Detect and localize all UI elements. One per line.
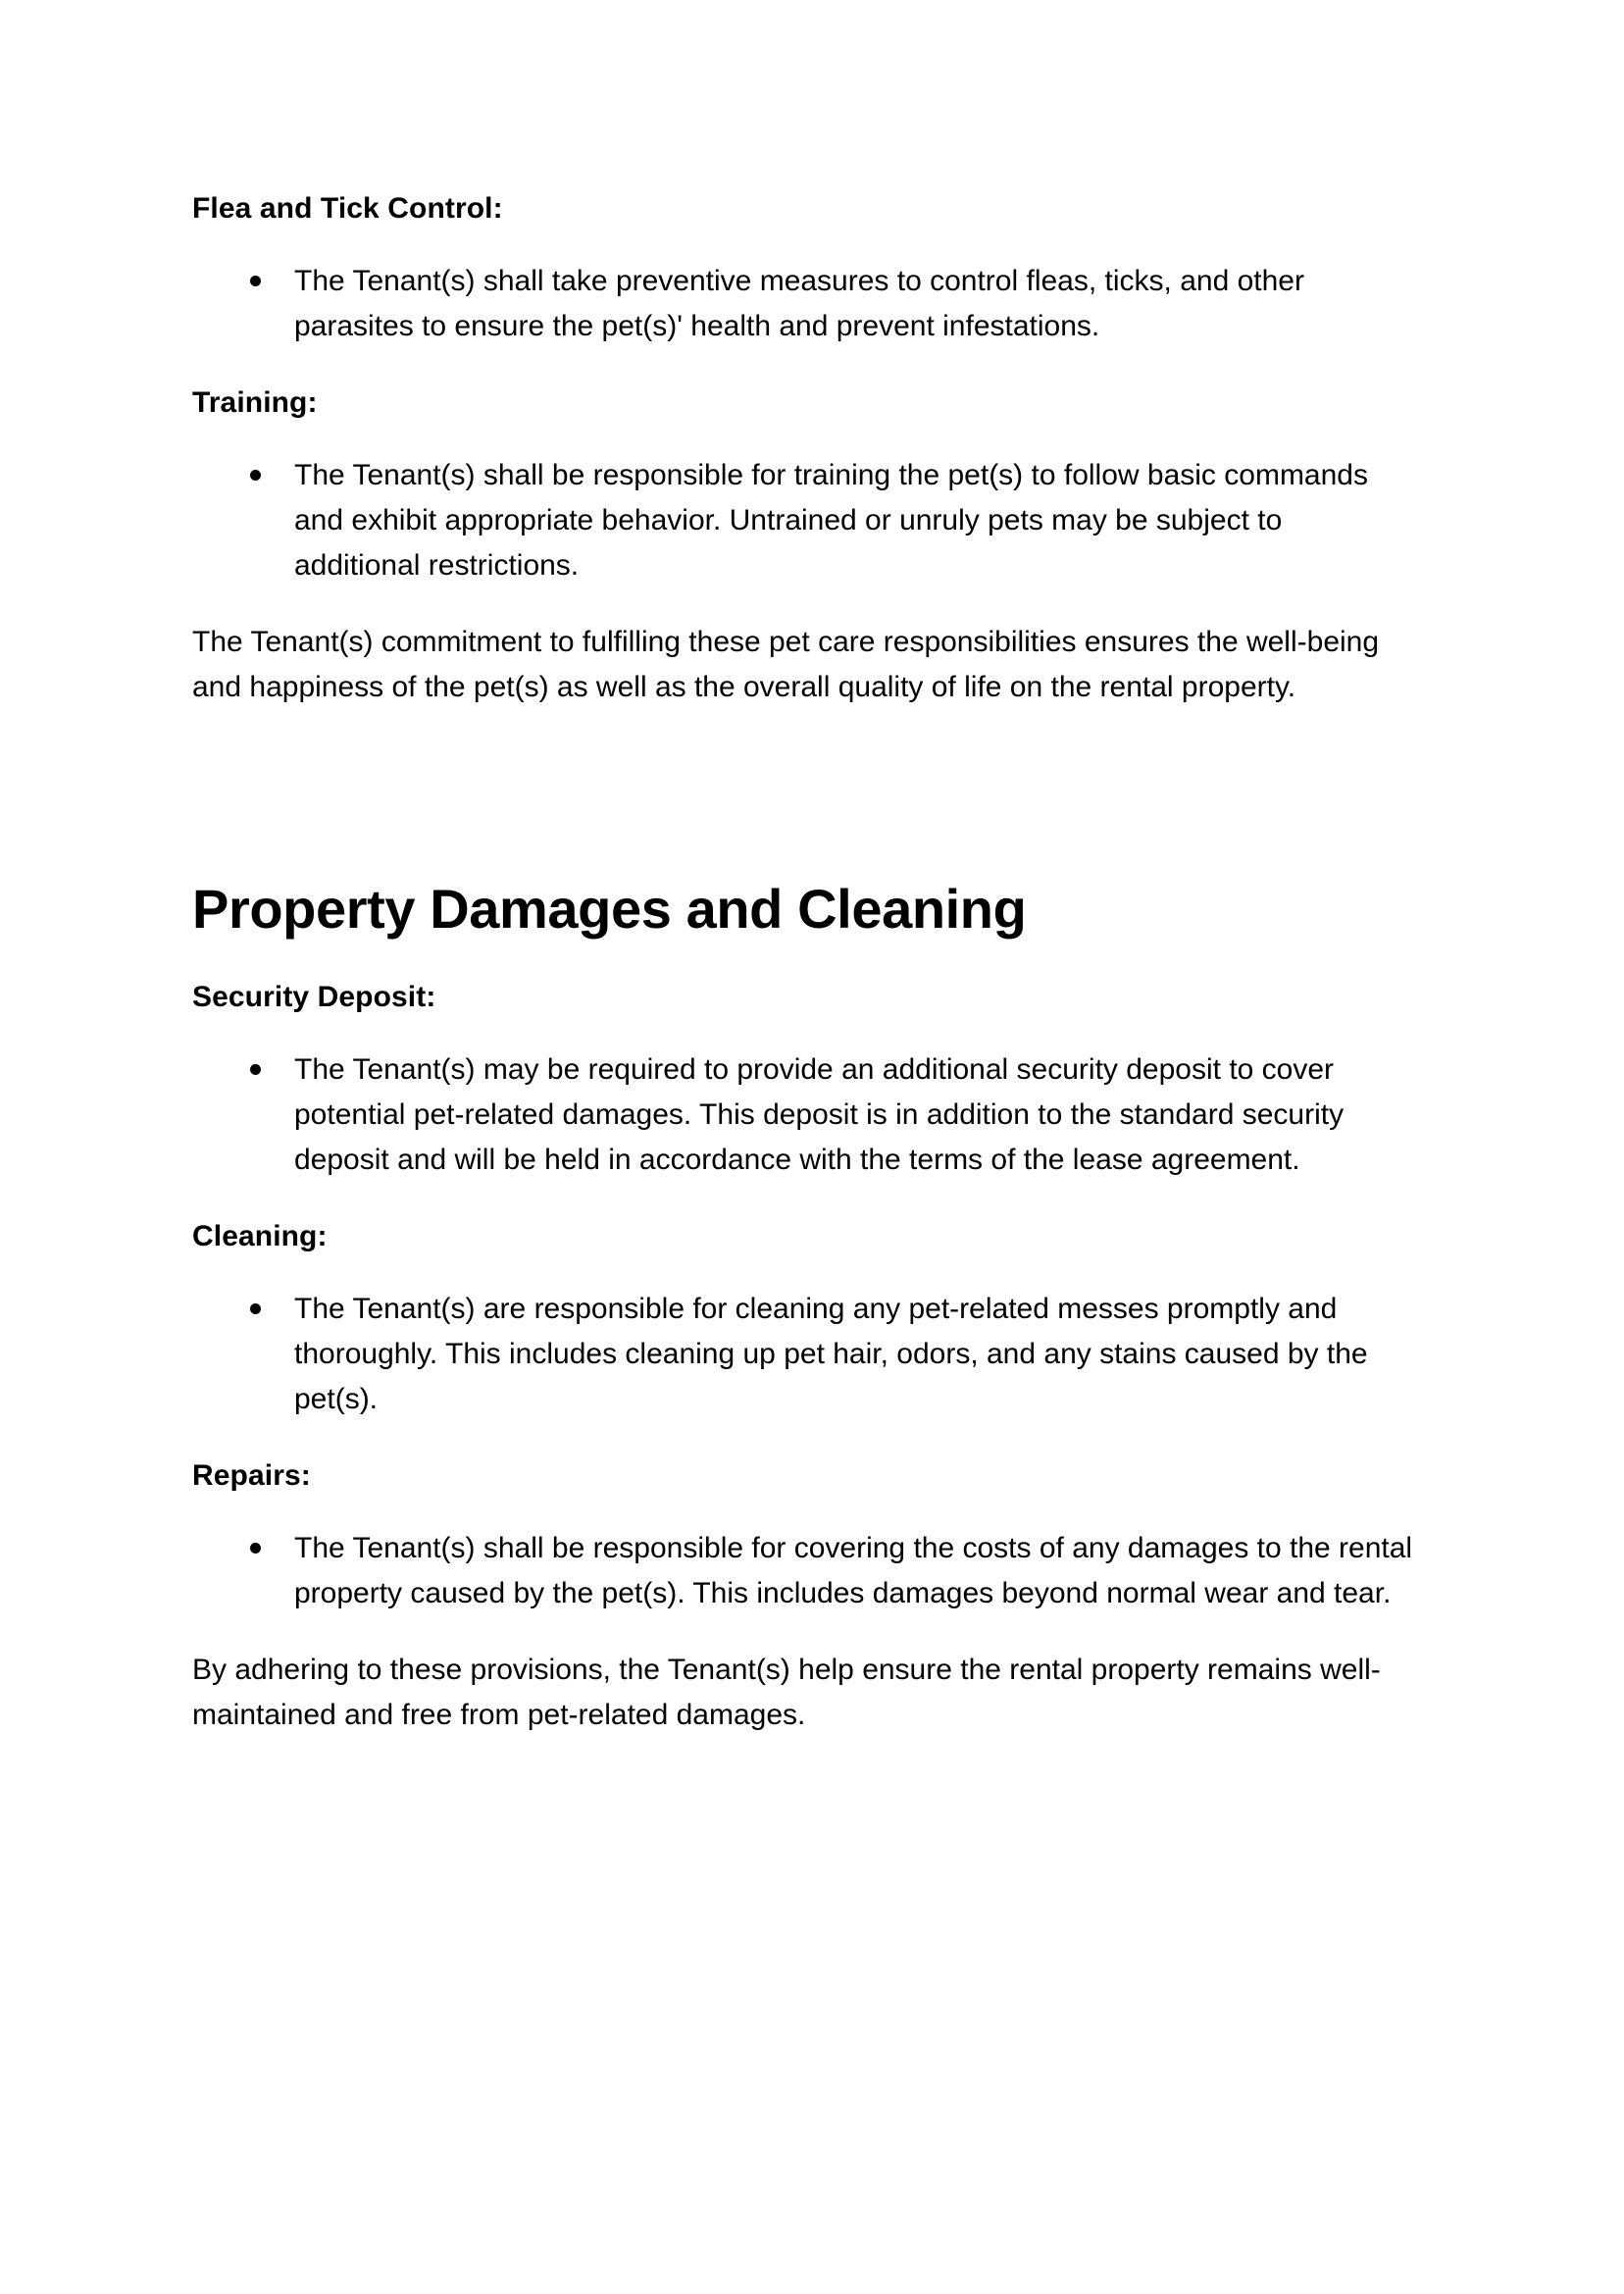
spacer bbox=[192, 349, 1413, 381]
bullet-dot-icon bbox=[250, 1303, 261, 1314]
training-list bbox=[192, 453, 1413, 588]
list-item-text: The Tenant(s) shall be responsible for covering the costs of any damages to the rental property caused by the pet(s). This includes damages beyond normal wear and tear. bbox=[294, 1532, 1413, 1609]
paragraph-pet-care-closing: The Tenant(s) commitment to fulfilling these pet care responsibilities ensures the well-being and happiness of the pet(s) as well as the overall quality of life on the rental property. bbox=[192, 626, 1380, 703]
bullet-dot-icon bbox=[250, 1543, 261, 1554]
list-item-text: The Tenant(s) may be required to provide an additional security deposit to cover potential pet-related damages. This deposit is in addition to the standard security deposit and will be held in accordance with the terms of the lease agreement. bbox=[294, 1053, 1345, 1176]
spacer bbox=[192, 588, 1413, 620]
bullet-dot-icon bbox=[250, 1064, 261, 1075]
spacer bbox=[192, 1422, 1413, 1453]
spacer bbox=[192, 1259, 1413, 1287]
spacer bbox=[192, 231, 1413, 259]
list-item bbox=[192, 259, 1413, 349]
subheading-training: Training: bbox=[192, 386, 318, 419]
subheading-flea-and-tick-control: Flea and Tick Control: bbox=[192, 192, 503, 225]
subheading-security-deposit: Security Deposit: bbox=[192, 981, 436, 1013]
spacer bbox=[192, 1616, 1413, 1648]
list-item-text: The Tenant(s) shall be responsible for training the pet(s) to follow basic commands and exhibit appropriate behavior. Untrained or unruly pets may be subject to additional restrictions. bbox=[294, 459, 1368, 582]
flea-and-tick-control-list bbox=[192, 259, 1413, 349]
subheading-repairs: Repairs: bbox=[192, 1459, 311, 1492]
security-deposit-list bbox=[192, 1047, 1413, 1183]
spacer bbox=[192, 1020, 1413, 1047]
spacer bbox=[192, 1499, 1413, 1526]
document-body bbox=[192, 186, 1413, 1738]
list-item-text: The Tenant(s) shall take preventive measures to control fleas, ticks, and other parasites to ensure the pet(s)' health and prevent infestations. bbox=[294, 265, 1304, 342]
spacer bbox=[192, 710, 1413, 877]
spacer bbox=[192, 1183, 1413, 1214]
page-title: Property Damages and Cleaning bbox=[192, 878, 1027, 940]
subheading-cleaning: Cleaning: bbox=[192, 1220, 328, 1252]
list-item bbox=[192, 453, 1413, 588]
list-item bbox=[192, 1287, 1413, 1422]
spacer bbox=[192, 942, 1413, 975]
spacer bbox=[192, 426, 1413, 453]
list-item-text: The Tenant(s) are responsible for cleaning any pet-related messes promptly and thoroughly. This includes cleaning up pet hair, odors, and any stains caused by the pet(s). bbox=[294, 1293, 1368, 1415]
list-item bbox=[192, 1526, 1413, 1616]
bullet-dot-icon bbox=[250, 470, 261, 481]
list-item bbox=[192, 1047, 1413, 1183]
paragraph-damages-closing: By adhering to these provisions, the Tenant(s) help ensure the rental property remains well-maintained and free from pet-related damages. bbox=[192, 1654, 1381, 1731]
bullet-dot-icon bbox=[250, 276, 261, 286]
cleaning-list bbox=[192, 1287, 1413, 1422]
repairs-list bbox=[192, 1526, 1413, 1616]
